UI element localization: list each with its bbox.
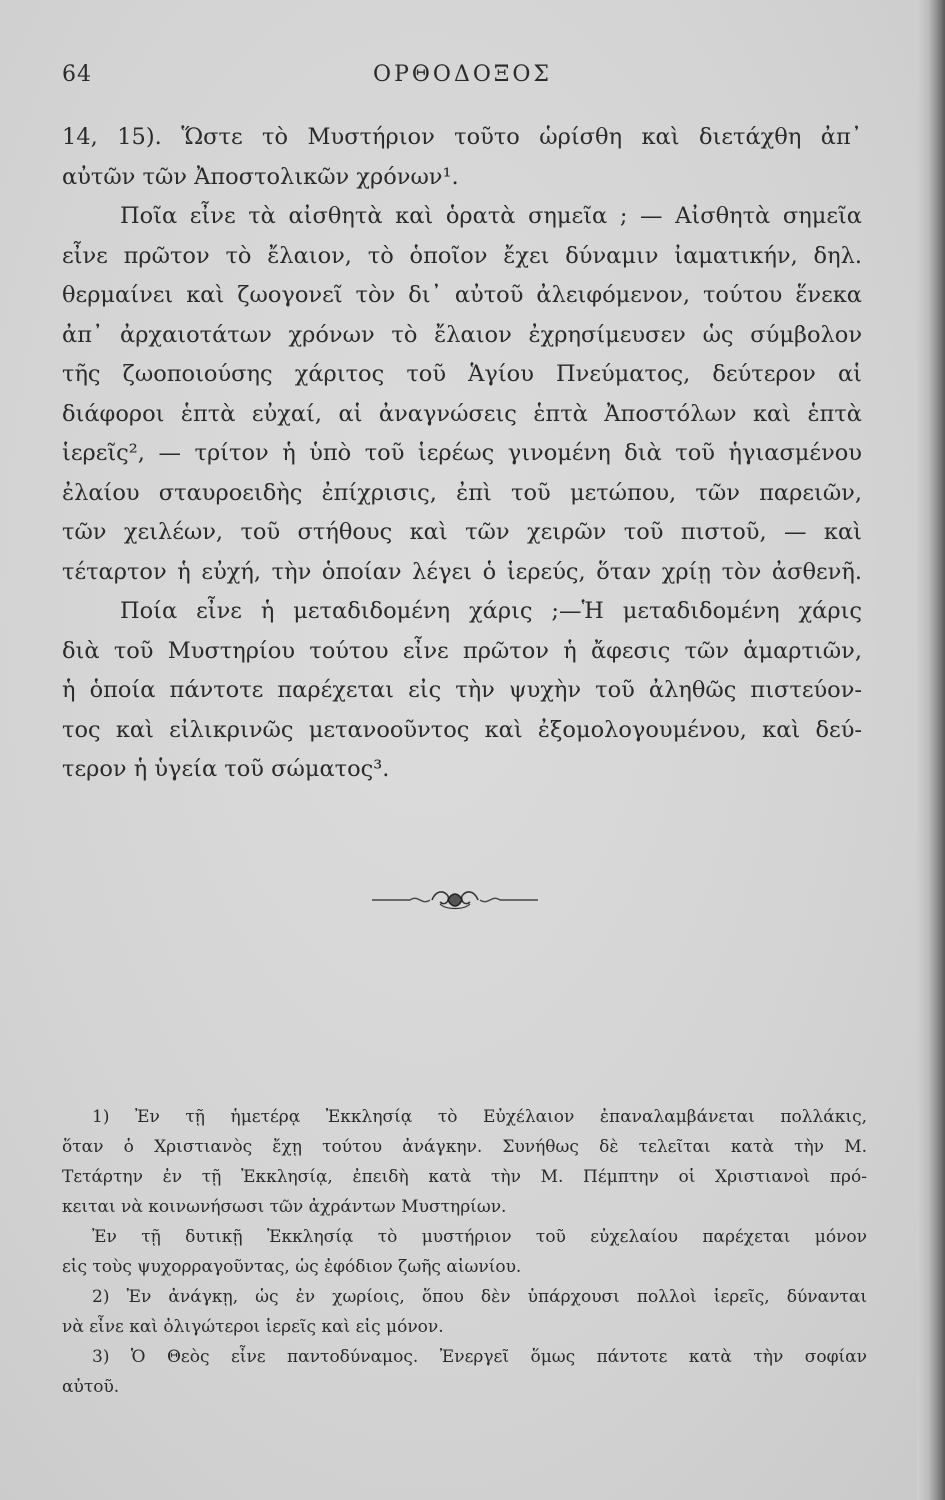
text-line: ἐλαίου σταυροειδὴς ἐπίχρισις, ἐπὶ τοῦ μετώπου, τῶν παρειῶν, [62, 479, 862, 506]
footnote-line: 3) Ὁ Θεὸς εἶνε παντοδύναμος. Ἐνεργεῖ ὅμως πάντοτε κατὰ τὴν σοφίαν [92, 1347, 867, 1367]
text-line: τερον ἡ ὑγεία τοῦ σώματος³. [62, 756, 390, 782]
text-line: ἱερεῖς², — τρίτον ἡ ὑπὸ τοῦ ἱερέως γινομένη διὰ τοῦ ἡγιασμένου [62, 440, 862, 466]
footnote-line: ὅταν ὁ Χριστιανὸς ἔχῃ τούτου ἀνάγκην. Συνήθως δὲ τελεῖται κατὰ τὴν Μ. [62, 1137, 867, 1157]
footnotes [62, 1102, 867, 1402]
text-line: εἶνε πρῶτον τὸ ἔλαιον, τὸ ὁποῖον ἔχει δύναμιν ἰαματικήν, δηλ. [62, 242, 862, 269]
text-line: τέταρτον ἡ εὐχή, τὴν ὁποίαν λέγει ὁ ἱερεύς, ὅταν χρίῃ τὸν ἀσθενῆ. [62, 558, 862, 585]
text-line: αὐτῶν τῶν Ἀποστολικῶν χρόνων¹. [62, 163, 459, 190]
footnote-line: 1) Ἐν τῇ ἡμετέρᾳ Ἐκκλησίᾳ τὸ Εὐχέλαιον ἐπαναλαμβάνεται πολλάκις, [92, 1107, 867, 1127]
footnote-line: εἰς τοὺς ψυχορραγοῦντας, ὡς ἐφόδιον ζωῆς αἰωνίου. [62, 1257, 522, 1277]
text-line: Ποία εἶνε ἡ μεταδιδομένη χάρις ;—Ἡ μεταδιδομένη χάρις [120, 598, 862, 624]
text-line: 14, 15). Ὥστε τὸ Μυστήριον τοῦτο ὡρίσθη καὶ διετάχθη ἀπ᾽ [62, 124, 862, 150]
footnote-line: Ἐν τῇ δυτικῇ Ἐκκλησίᾳ τὸ μυστήριον τοῦ εὐχελαίου παρέχεται μόνον [92, 1227, 867, 1247]
text-line: θερμαίνει καὶ ζωογονεῖ τὸν δι᾽ αὐτοῦ ἀλειφόμενον, τούτου ἕνεκα [62, 282, 862, 308]
running-head: ΟΡΘΟΔΟΞΟΣ [373, 62, 552, 87]
text-line: Ποῖα εἶνε τὰ αἰσθητὰ καὶ ὁρατὰ σημεῖα ; — Αἰσθητὰ σημεῖα [120, 203, 862, 229]
ornament-divider [370, 888, 540, 912]
footnote-line: κειται νὰ κοινωνήσωσι τῶν ἀχράντων Μυστηρίων. [62, 1197, 507, 1217]
page-edge-shadow [917, 0, 945, 1500]
footnote-line: Τετάρτην ἐν τῇ Ἐκκλησίᾳ, ἐπειδὴ κατὰ τὴν Μ. Πέμπτην οἱ Χριστιανοὶ πρό- [62, 1167, 867, 1187]
page-header [62, 62, 863, 94]
text-line: τῶν χειλέων, τοῦ στήθους καὶ τῶν χειρῶν τοῦ πιστοῦ, — καὶ [62, 519, 862, 545]
text-line: τος καὶ εἰλικρινῶς μετανοοῦντος καὶ ἐξομολογουμένου, καὶ δεύ- [62, 716, 862, 743]
text-line: διάφοροι ἑπτὰ εὐχαί, αἱ ἀναγνώσεις ἑπτὰ Ἀποστόλων καὶ ἑπτὰ [62, 400, 862, 427]
text-line: διὰ τοῦ Μυστηρίου τούτου εἶνε πρῶτον ἡ ἄφεσις τῶν ἁμαρτιῶν, [62, 637, 862, 664]
footnote-line: νὰ εἶνε καὶ ὀλιγώτεροι ἱερεῖς καὶ εἰς μόνον. [62, 1317, 444, 1337]
main-text [62, 118, 862, 790]
footnote-line: 2) Ἐν ἀνάγκῃ, ὡς ἐν χωρίοις, ὅπου δὲν ὑπάρχουσι πολλοὶ ἱερεῖς, δύνανται [92, 1287, 867, 1307]
text-line: τῆς ζωοποιούσης χάριτος τοῦ Ἁγίου Πνεύματος, δεύτερον αἱ [62, 361, 862, 387]
footnote-line: αὐτοῦ. [62, 1377, 120, 1397]
text-line: ἀπ᾽ ἀρχαιοτάτων χρόνων τὸ ἔλαιον ἐχρησίμευσεν ὡς σύμβολον [62, 321, 862, 348]
text-line: ἡ ὁποία πάντοτε παρέχεται εἰς τὴν ψυχὴν τοῦ ἀληθῶς πιστεύον- [62, 677, 862, 703]
page-number: 64 [62, 62, 92, 87]
